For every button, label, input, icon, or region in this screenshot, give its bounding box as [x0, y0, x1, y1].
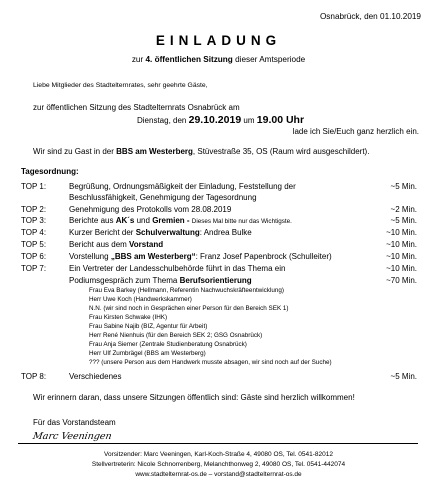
footer-contact: www.stadtelternrat-os.de – vorstand@stadtelternrat-os.de [135, 471, 302, 478]
top7-text-2 [69, 276, 252, 286]
top5-label: TOP 5: [21, 240, 47, 249]
top7-text-1: Ein Vertreter der Landesschulbehörde führt in das Thema ein [69, 264, 286, 273]
top8-duration: ~5 Min. [390, 372, 417, 381]
top7-duration-panel: ~70 Min. [386, 276, 417, 285]
top5-prefix: Bericht aus dem [69, 240, 127, 249]
letter-date: Osnabrück, den 01.10.2019 [319, 12, 421, 21]
top2-label: TOP 2: [21, 205, 47, 214]
subtitle-suffix: dieser Amtsperiode [235, 55, 306, 64]
panel-member-1: Frau Eva Barkey (Hellmann, Referentin Nachwuchskräfteentwicklung) [89, 287, 284, 294]
top5-duration: ~10 Min. [386, 240, 417, 249]
top6-text [69, 252, 332, 262]
top2-text: Genehmigung des Protokolls vom 28.08.2019 [69, 205, 232, 214]
panel-member-4: Frau Kirsten Schwake (IHK) [89, 314, 168, 321]
intro-line-2 [137, 115, 304, 126]
page-subtitle [0, 55, 437, 64]
top4-schulverwaltung: Schulverwaltung [135, 228, 200, 237]
panel-member-7: Frau Anja Siemer (Zentrale Studienberatung Osnabrück) [89, 341, 247, 348]
top4-label: TOP 4: [21, 228, 47, 237]
meeting-time: 19.00 Uhr [256, 114, 305, 126]
location-address: , Stüvestraße 35, OS (Raum wird ausgeschildert). [192, 147, 370, 156]
top6-prefix: Vorstellung [69, 252, 109, 261]
panel-member-5: Frau Sabine Najib (BIZ, Agentur für Arbeit) [89, 323, 208, 330]
top3-note: Dieses Mal bitte nur das Wichtigste. [191, 218, 292, 225]
top3-prefix: Berichte aus [69, 216, 114, 225]
intro-um: um [243, 116, 255, 125]
top3-label: TOP 3: [21, 216, 47, 225]
top7-label: TOP 7: [21, 264, 47, 273]
top1-duration: ~5 Min. [390, 182, 417, 191]
top7-duration-intro: ~10 Min. [386, 264, 417, 273]
top3-aks: AK´s [115, 216, 135, 225]
top6-duration: ~10 Min. [386, 252, 417, 261]
top2-duration: ~2 Min. [390, 205, 417, 214]
top5-vorstand: Vorstand [129, 240, 164, 249]
top7-topic: Berufsorientierung [179, 276, 252, 285]
footer-deputy: Stellvertreterin: Nicole Schnorrenberg, Melanchthonweg 2, 49080 OS, Tel. 0541-442074 [91, 461, 346, 468]
panel-member-2: Herr Uwe Koch (Handwerkskammer) [89, 296, 192, 303]
greeting: Liebe Mitglieder des Stadtelternrates, sehr geehrte Gäste, [33, 82, 208, 89]
top3-duration: ~5 Min. [390, 216, 417, 225]
top7-prefix: Podiumsgespräch zum Thema [69, 276, 178, 285]
top3-gremien: Gremien - [152, 216, 190, 225]
location-prefix: Wir sind zu Gast in der [33, 147, 114, 156]
top6-label: TOP 6: [21, 252, 47, 261]
intro-line-3: lade ich Sie/Euch ganz herzlich ein. [292, 127, 419, 136]
top4-text [69, 228, 252, 238]
subtitle-session: 4. öffentlichen Sitzung [145, 55, 233, 64]
footer-chair: Vorsitzender: Marc Veeningen, Karl-Koch-Straße 4, 49080 OS, Tel. 0541-82012 [104, 451, 333, 458]
top5-text [69, 240, 163, 250]
top1-label: TOP 1: [21, 182, 47, 191]
top4-duration: ~10 Min. [386, 228, 417, 237]
top8-label: TOP 8: [21, 372, 47, 381]
top8-text: Verschiedenes [69, 372, 122, 381]
top3-text [69, 216, 292, 227]
panel-member-8: Herr Ulf Zumbrägel (BBS am Westerberg) [89, 350, 206, 357]
intro-line-1: zur öffentlichen Sitzung des Stadtelternrats Osnabrück am [33, 103, 240, 112]
top6-person: : Franz Josef Papenbrock (Schulleiter) [195, 252, 332, 261]
location-school: BBS am Westerberg [116, 147, 193, 156]
footer-divider [18, 443, 418, 444]
top1-text-2: Beschlussfähigkeit, Genehmigung der Tagesordnung [69, 193, 257, 202]
panel-member-6: Herr René Nienhuis (für den Bereich SEK 2; GSG Osnabrück) [89, 332, 263, 339]
panel-member-3: N.N. (wir sind noch in Gesprächen einer Person für den Bereich SEK 1) [89, 305, 289, 312]
top4-prefix: Kurzer Bericht der [69, 228, 134, 237]
location-line [33, 147, 369, 157]
public-reminder: Wir erinnern daran, dass unsere Sitzungen öffentlich sind: Gäste sind herzlich willkommen! [33, 393, 355, 402]
page-title: EINLADUNG [155, 33, 282, 48]
top6-school: „BBS am Westerberg“ [110, 252, 196, 261]
subtitle-prefix: zur [131, 55, 144, 64]
meeting-date: 29.10.2019 [188, 114, 242, 126]
signature: Marc Veeningen [32, 431, 113, 442]
top1-text-1: Begrüßung, Ordnungsmäßigkeit der Einladung, Feststellung der [69, 182, 296, 191]
top3-und: und [136, 216, 150, 225]
agenda-heading: Tagesordnung: [21, 167, 79, 176]
panel-member-9: ??? (unsere Person aus dem Handwerk musste absagen, wir sind noch auf der Suche) [89, 359, 332, 366]
top4-person: : Andrea Bulke [199, 228, 252, 237]
sign-off: Für das Vorstandsteam [33, 418, 116, 427]
intro-day: Dienstag, den [137, 116, 187, 125]
